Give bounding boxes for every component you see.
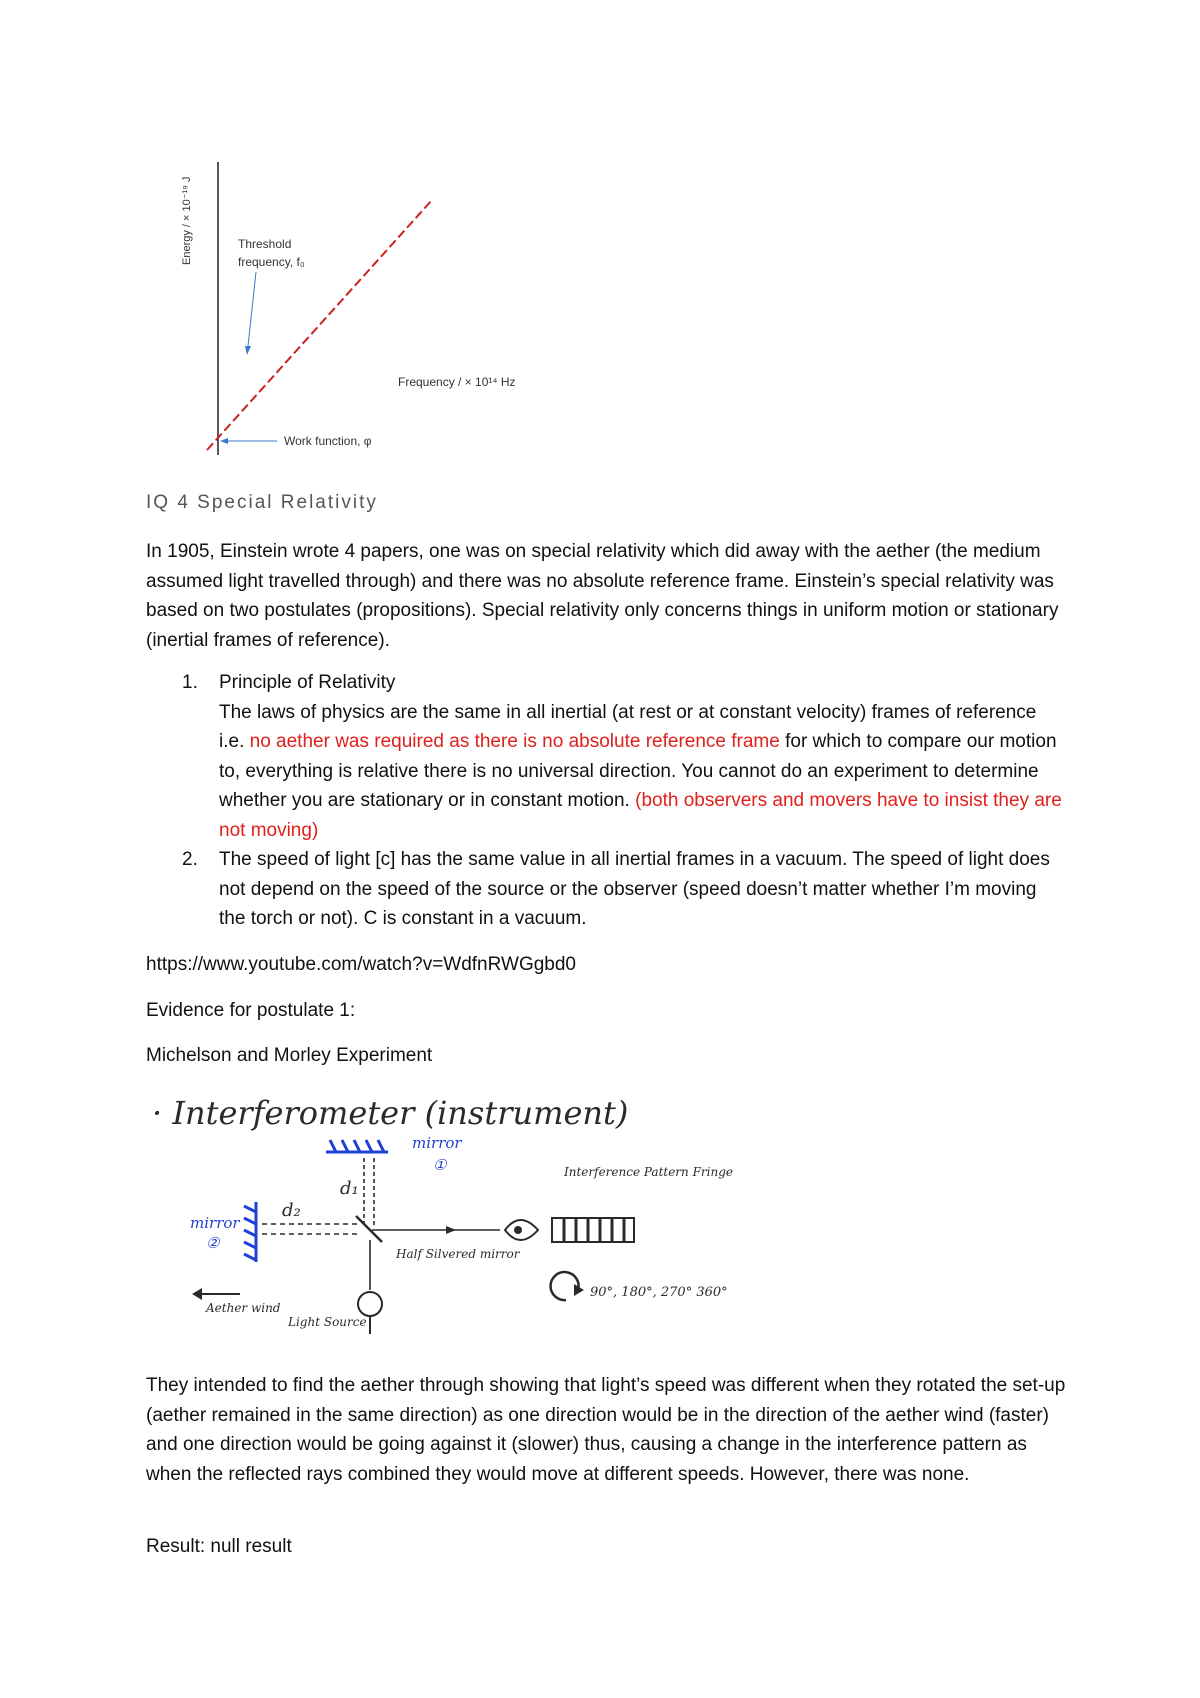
result-line: Result: null result <box>146 1536 292 1557</box>
d1-label: d₁ <box>340 1178 359 1199</box>
mirror-2-label: mirror <box>190 1214 240 1232</box>
rotation-label: 90°, 180°, 270° 360° <box>590 1285 728 1300</box>
mirror-1-number: ① <box>433 1156 447 1174</box>
postulate-1-number: 1. <box>182 672 198 693</box>
postulates-list <box>146 668 1066 934</box>
energy-frequency-graph <box>160 150 560 470</box>
mirror-1-hatch <box>326 1140 388 1152</box>
experiment-heading: Michelson and Morley Experiment <box>146 1045 433 1066</box>
postulate-1-text-b: for which to compare our motion to, everything is relative there is no universal direction. You cannot do an experiment to determine whether you are stationary or in constant motion. <box>219 731 1057 811</box>
postulate-2-text: The speed of light [c] has the same value in all inertial frames in a vacuum. The speed of light does not depend on the speed of the source or the observer (speed doesn’t matter whether I’m moving the torch or not). C is constant in a vacuum. <box>219 849 1050 929</box>
postulate-1-body <box>219 698 1066 846</box>
postulate-2-number: 2. <box>182 849 198 870</box>
beam-paths <box>262 1158 500 1290</box>
postulate-1-red-b: (both observers and movers have to insist they are not moving) <box>219 790 1062 841</box>
light-source-bulb <box>358 1292 382 1316</box>
interferometer-diagram <box>150 1090 734 1355</box>
diagram-title: · Interferometer (instrument) <box>152 1094 629 1132</box>
mirror-2-hatch <box>244 1202 256 1262</box>
intro-paragraph: In 1905, Einstein wrote 4 papers, one was on special relativity which did away with the aether (the medium assumed light travelled through) and there was no absolute reference frame. Einstein’s special relativity was based on two postulates (propositions). Special relativity only concerns things in uniform motion or stationary (inertial frames of reference). <box>146 541 1059 651</box>
postulate-1-title: Principle of Relativity <box>219 672 396 693</box>
work-function-label: Work function, φ <box>284 434 372 448</box>
threshold-arrow <box>248 272 256 346</box>
threshold-label: Threshold <box>238 237 292 251</box>
d2-label: d₂ <box>282 1200 301 1221</box>
postulate-1-red-a: no aether was required as there is no absolute reference frame <box>249 731 780 752</box>
half-silvered-label: Half Silvered mirror <box>396 1247 520 1261</box>
section-heading: IQ 4 Special Relativity <box>146 492 378 513</box>
threshold-arrow-head <box>245 346 251 355</box>
postulate-1-text-a: The laws of physics are the same in all inertial (at rest or at constant velocity) frames of reference i.e. <box>219 701 1037 752</box>
x-axis-label: Frequency / × 10¹⁴ Hz <box>398 375 516 389</box>
evidence-heading: Evidence for postulate 1: <box>146 1000 356 1021</box>
postulate-2 <box>146 845 1066 934</box>
light-source-label: Light Source <box>288 1315 367 1329</box>
work-function-arrow-head <box>220 438 228 444</box>
after-paragraph: They intended to find the aether through showing that light’s speed was different when they rotated the set-up (aether remained in the same direction) as one direction would be in the direction of the aether wind (faster) and one direction would be going against it (slower) thus, causing a change in the interference pattern as when the reflected rays combined they would move at different speeds. However, there was none. <box>146 1375 1066 1485</box>
mirror-1-label: mirror <box>412 1134 462 1152</box>
beam-arrow <box>446 1226 456 1234</box>
mirror-2-number: ② <box>206 1234 220 1252</box>
interference-label: Interference Pattern Fringe <box>564 1165 734 1179</box>
threshold-label-2: frequency, f₀ <box>238 255 305 269</box>
aether-wind-label: Aether wind <box>206 1301 281 1315</box>
y-axis-label: Energy / × 10⁻¹⁹ J <box>181 176 193 265</box>
youtube-link[interactable]: https://www.youtube.com/watch?v=WdfnRWGgbd0 <box>146 954 576 975</box>
postulate-1 <box>146 668 1066 845</box>
